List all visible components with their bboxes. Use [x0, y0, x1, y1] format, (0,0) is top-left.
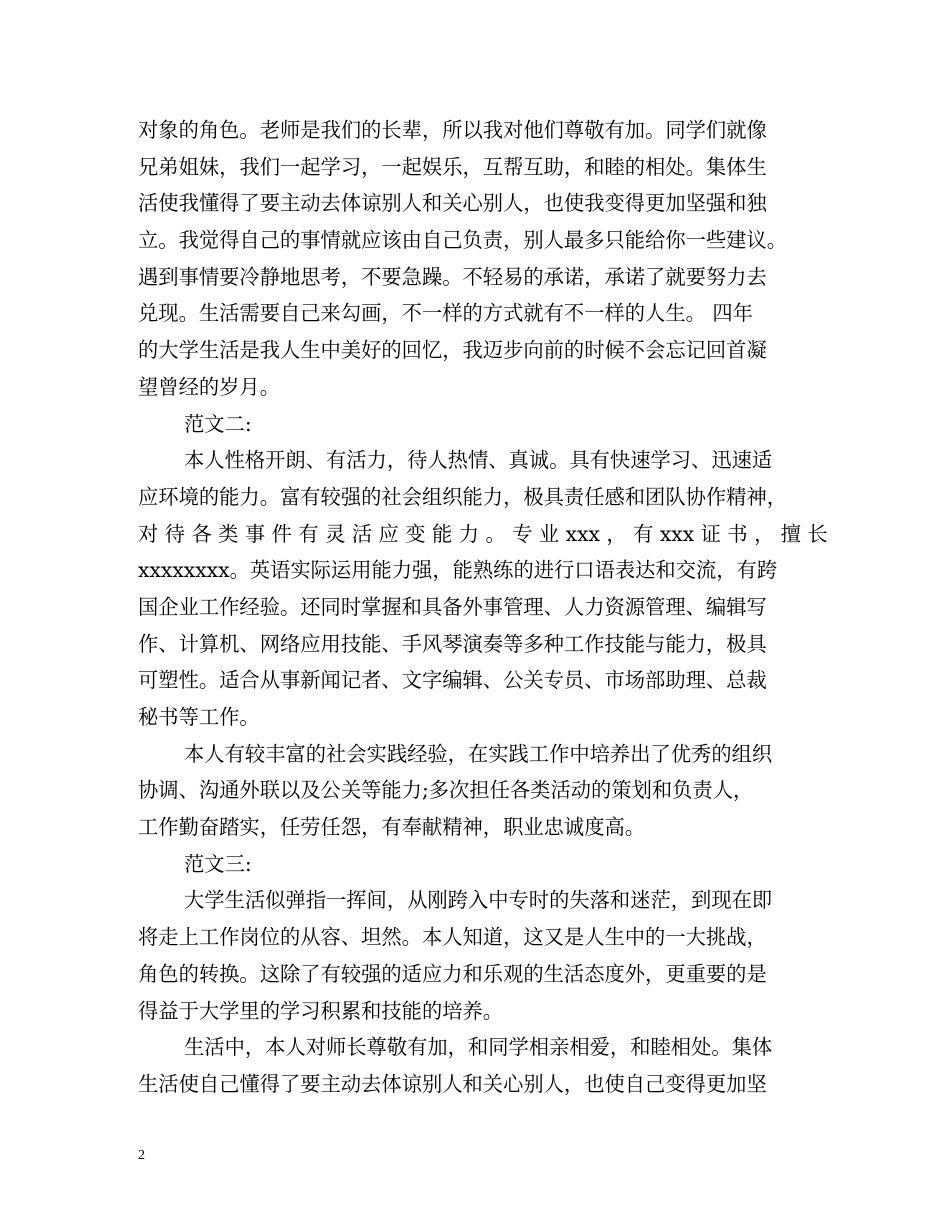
text-line: 遇到事情要冷静地思考，不要急躁。不轻易的承诺，承诺了就要努力去 — [138, 264, 767, 289]
text-line: 的大学生活是我人生中美好的回忆，我迈步向前的时候不会忘记回首凝 — [138, 338, 767, 363]
text-line: 兄弟姐妹，我们一起学习，一起娱乐，互帮互助，和睦的相处。集体生 — [138, 154, 767, 179]
text-line: 本人有较丰富的社会实践经验，在实践工作中培养出了优秀的组织 — [184, 741, 773, 766]
section-heading: 范文二: — [184, 411, 252, 436]
text-line: 协调、沟通外联以及公关等能力;多次担任各类活动的策划和负责人， — [138, 778, 754, 803]
text-line: 立。我觉得自己的事情就应该由自己负责，别人最多只能给你一些建议。 — [138, 228, 788, 253]
text-line: 可塑性。适合从事新闻记者、文字编辑、公关专员、市场部助理、总裁 — [138, 668, 767, 693]
text-line: 大学生活似弹指一挥间，从刚跨入中专时的失落和迷茫，到现在即 — [184, 888, 773, 913]
page-number: 2 — [138, 1148, 145, 1163]
document-body — [138, 112, 828, 1103]
text-line: 生活中，本人对师长尊敬有加，和同学相亲相爱，和睦相处。集体 — [184, 1035, 773, 1060]
text-line: 对象的角色。老师是我们的长辈，所以我对他们尊敬有加。同学们就像 — [138, 118, 767, 142]
text-line: 秘书等工作。 — [138, 705, 260, 729]
text-line: 应环境的能力。富有较强的社会组织能力，极具责任感和团队协作精神， — [138, 484, 788, 509]
text-line: 国企业工作经验。还同时掌握和具备外事管理、人力资源管理、编辑写 — [138, 594, 767, 619]
text-line: 角色的转换。这除了有较强的适应力和乐观的生活态度外，更重要的是 — [138, 961, 767, 986]
text-line: xxxxxxxx。英语实际运用能力强，能熟练的进行口语表达和交流，有跨 — [138, 558, 778, 583]
text-line: 生活使自己懂得了要主动去体谅别人和关心别人，也使自己变得更加坚 — [138, 1071, 767, 1096]
section-heading: 范文三: — [184, 851, 252, 876]
text-line: 对 待 各 类 事 件 有 灵 活 应 变 能 力 。 专 业 xxx ， 有 xxx 证 书 ， 擅 长 — [138, 521, 828, 546]
text-line: 工作勤奋踏实，任劳任怨，有奉献精神，职业忠诚度高。 — [138, 815, 646, 840]
text-line: 兑现。生活需要自己来勾画，不一样的方式就有不一样的人生。 四年 — [138, 301, 753, 326]
text-line: 活使我懂得了要主动去体谅别人和关心别人，也使我变得更加坚强和独 — [138, 191, 767, 216]
text-line: 得益于大学里的学习积累和技能的培养。 — [138, 998, 504, 1023]
text-line: 本人性格开朗、有活力，待人热情、真诚。具有快速学习、迅速适 — [184, 448, 773, 473]
text-line: 作、计算机、网络应用技能、手风琴演奏等多种工作技能与能力，极具 — [138, 631, 767, 656]
text-line: 望曾经的岁月。 — [138, 374, 280, 399]
text-line: 将走上工作岗位的从容、坦然。本人知道，这又是人生中的一大挑战， — [138, 925, 767, 950]
